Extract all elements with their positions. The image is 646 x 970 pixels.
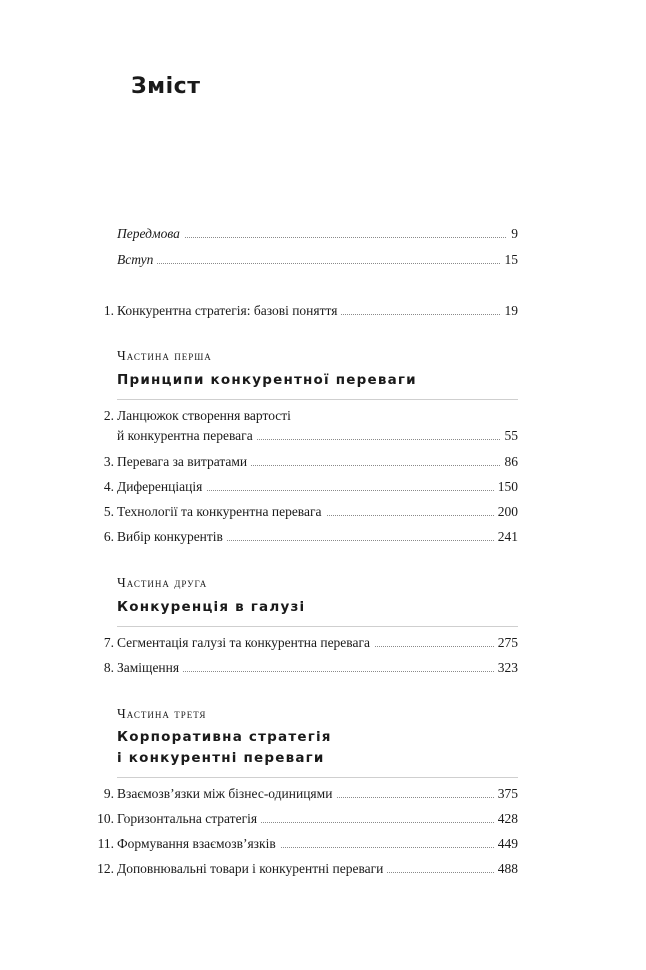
- entry-page: 488: [494, 860, 518, 878]
- entry-page: 55: [501, 427, 519, 445]
- entry-page: 275: [494, 634, 518, 652]
- entry-title: Горизонтальна стратегія: [117, 810, 261, 828]
- entry-page: 241: [494, 528, 518, 546]
- entry-page: 19: [501, 302, 519, 320]
- entry-title: Заміщення: [117, 659, 183, 677]
- entry-title-line: Ланцюжок створення вартості: [117, 408, 291, 423]
- page-title: Зміст: [131, 74, 201, 99]
- toc-entry-chapter-4[interactable]: [0, 478, 646, 496]
- part-title: Корпоративна стратегія: [117, 729, 332, 745]
- entry-title: Вступ: [117, 251, 157, 269]
- entry-number: 7.: [103, 635, 114, 650]
- entry-title: й конкурентна перевага: [117, 427, 257, 445]
- entry-page: 375: [494, 785, 518, 803]
- entry-title: Сегментація галузі та конкурентна перевага: [117, 634, 374, 652]
- part-divider: [117, 626, 518, 627]
- entry-number: 4.: [103, 479, 114, 494]
- entry-title: Вибір конкурентів: [117, 528, 227, 546]
- entry-title: Технології та конкурентна перевага: [117, 503, 326, 521]
- entry-number: 8.: [103, 660, 114, 675]
- entry-number: 1.: [103, 303, 114, 318]
- toc-entry-chapter-6[interactable]: [0, 528, 646, 546]
- part-title: Принципи конкурентної переваги: [117, 372, 417, 388]
- entry-title: Доповнювальні товари і конкурентні переваги: [117, 860, 387, 878]
- entry-page: 428: [494, 810, 518, 828]
- entry-page: 449: [494, 835, 518, 853]
- toc-entry-chapter-10[interactable]: [0, 810, 646, 828]
- toc-entry-introduction[interactable]: [0, 251, 646, 269]
- entry-title: Конкурентна стратегія: базові поняття: [117, 302, 341, 320]
- toc-entry-chapter-12[interactable]: [0, 860, 646, 878]
- part-divider: [117, 399, 518, 400]
- part-title: Конкуренція в галузі: [117, 599, 306, 615]
- toc-entry-chapter-11[interactable]: [0, 835, 646, 853]
- toc-entry-chapter-1[interactable]: [0, 302, 646, 320]
- entry-page: 200: [494, 503, 518, 521]
- part-label: Частина перша: [117, 348, 212, 363]
- toc-entry-chapter-7[interactable]: [0, 634, 646, 652]
- part-title-line-2: і конкурентні переваги: [117, 750, 325, 766]
- entry-number: 9.: [103, 786, 114, 801]
- entry-number: 6.: [103, 529, 114, 544]
- toc-entry-chapter-8[interactable]: [0, 659, 646, 677]
- toc-entry-chapter-9[interactable]: [0, 785, 646, 803]
- entry-number: 3.: [103, 454, 114, 469]
- entry-page: 323: [494, 659, 518, 677]
- entry-title: Формування взаємозв’язків: [117, 835, 280, 853]
- entry-number: 11.: [97, 836, 114, 851]
- entry-title: Передмова: [117, 225, 184, 243]
- entry-page: 15: [501, 251, 519, 269]
- entry-title: Взаємозв’язки між бізнес-одиницями: [117, 785, 336, 803]
- part-label: Частина третя: [117, 706, 207, 721]
- toc-entry-foreword[interactable]: [0, 225, 646, 243]
- entry-title: Перевага за витратами: [117, 453, 251, 471]
- toc-entry-chapter-5[interactable]: [0, 503, 646, 521]
- entry-number: 5.: [103, 504, 114, 519]
- part-divider: [117, 777, 518, 778]
- entry-title: Диференціація: [117, 478, 206, 496]
- entry-page: 86: [501, 453, 519, 471]
- toc-entry-chapter-3[interactable]: [0, 453, 646, 471]
- entry-number: 2.: [103, 408, 114, 423]
- entry-page: 150: [494, 478, 518, 496]
- entry-number: 10.: [97, 811, 114, 826]
- part-label: Частина друга: [117, 575, 208, 590]
- dot-leader: [117, 263, 518, 264]
- entry-page: 9: [507, 225, 518, 243]
- entry-number: 12.: [97, 861, 114, 876]
